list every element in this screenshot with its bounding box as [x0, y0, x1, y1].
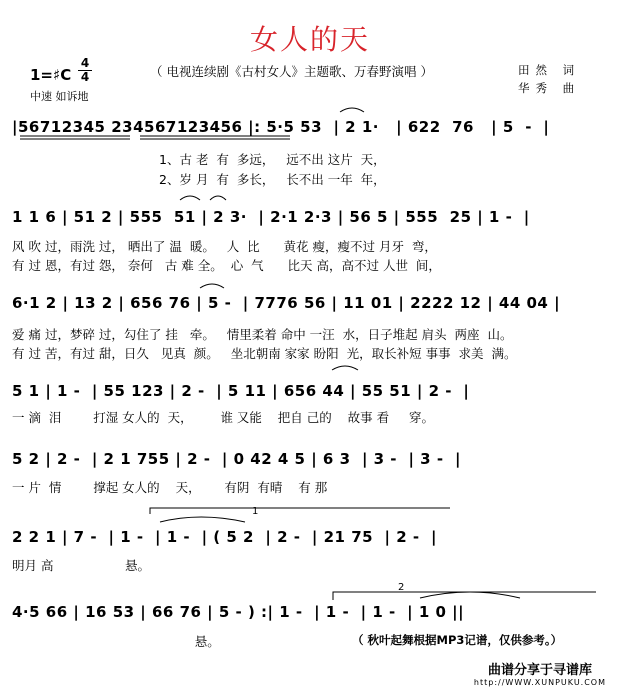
- notation-row-4: 5 1 | 1 - | 55 123 | 2 - | 5 11 | 656 44 | 55 51 | 2 - |: [12, 382, 470, 400]
- second-ending-bracket: [333, 592, 596, 600]
- lyrics-row-3-verse-2: 有 过 苦，有过 甜，日久 见真 颜。 坐北朝南 家家 盼阳 光，取长补短 事事 求美 满。: [12, 346, 517, 361]
- slur: [340, 108, 364, 112]
- song-title: 女人的天: [249, 23, 370, 56]
- tie: [420, 592, 520, 598]
- song-subtitle: （ 电视连续剧《古村女人》主题歌、万春野演唱 ）: [150, 64, 433, 79]
- notation-row-7: 4·5 66 | 16 53 | 66 76 | 5 - ) :| 1 - | 1 - | 1 - | 1 0 ||: [12, 603, 465, 621]
- beam-lines: [20, 136, 290, 139]
- lyrics-row-1-verse-2: 2、岁 月 有 多长， 长不出 一年 年，: [12, 172, 386, 187]
- lyrics-row-4: 一 滴 泪 打湿 女人的 天， 谁 又能 把自 己的 故事 看 穿。: [12, 410, 435, 425]
- key-signature: 1=♯C: [30, 66, 72, 84]
- composer-credit: 华秀 曲: [518, 81, 581, 95]
- slur: [200, 284, 224, 288]
- first-ending-bracket: [150, 508, 450, 514]
- lyricist-credit: 田然 词: [518, 63, 581, 77]
- lyrics-row-2-verse-1: 风 吹 过，雨洗 过， 晒出了 温 暖。 人 比 黄花 瘦，瘦不过 月牙 弯，: [12, 239, 437, 254]
- lyrics-row-3-verse-1: 爱 痛 过，梦碎 过，勾住了 挂 牵。 情里柔着 命中 一汪 水，日子堆起 肩头 两座 山。: [12, 327, 513, 342]
- slur: [180, 196, 200, 200]
- meter-bottom: 4: [80, 70, 90, 84]
- lyrics-row-2-verse-2: 有 过 恩，有过 怨， 奈何 古 难 全。 心 气 比天 高，高不过 人世 间，: [12, 258, 441, 273]
- tempo-marking: 中速 如诉地: [30, 90, 89, 103]
- first-ending-number: 1: [252, 506, 259, 517]
- meter-top: 4: [80, 56, 90, 70]
- lyrics-row-1-verse-1: 1、古 老 有 多远， 远不出 这片 天，: [12, 152, 386, 167]
- transcription-note: （ 秋叶起舞根据MP3记谱，仅供参考。）: [352, 633, 563, 647]
- notation-row-3: 6·1 2 | 13 2 | 656 76 | 5 - | 7776 56 | 11 01 | 2222 12 | 44 04 |: [12, 294, 561, 312]
- slur: [332, 366, 358, 370]
- second-ending-number: 2: [398, 582, 405, 593]
- lyrics-row-6: 明月 高 悬。: [12, 558, 150, 573]
- watermark: [474, 659, 606, 687]
- watermark-url: http://WWW.XUNPUKU.COM: [473, 678, 606, 687]
- tie: [160, 517, 245, 522]
- notation-row-5: 5 2 | 2 - | 2 1 755 | 2 - | 0 42 4 5 | 6 3 | 3 - | 3 - |: [12, 450, 461, 468]
- notation-row-2: 1 1 6 | 51 2 | 555 51 | 2 3· | 2·1 2·3 | 56 5 | 555 25 | 1 - |: [12, 208, 530, 226]
- lyrics-row-7: 悬。: [12, 634, 220, 649]
- lyrics-row-5: 一 片 情 撑起 女人的 天， 有阴 有晴 有 那: [12, 480, 328, 495]
- notation-row-1: |56712345 234567123456 |: 5·5 53 | 2 1· | 622 76 | 5 - |: [12, 118, 550, 136]
- slur: [210, 196, 226, 200]
- watermark-site: 曲谱分享于寻谱库: [487, 663, 592, 678]
- notation-row-6: 2 2 1 | 7 - | 1 - | 1 - | ( 5 2 | 2 - | 21 75 | 2 - |: [12, 528, 438, 546]
- slur-marks: [160, 108, 520, 598]
